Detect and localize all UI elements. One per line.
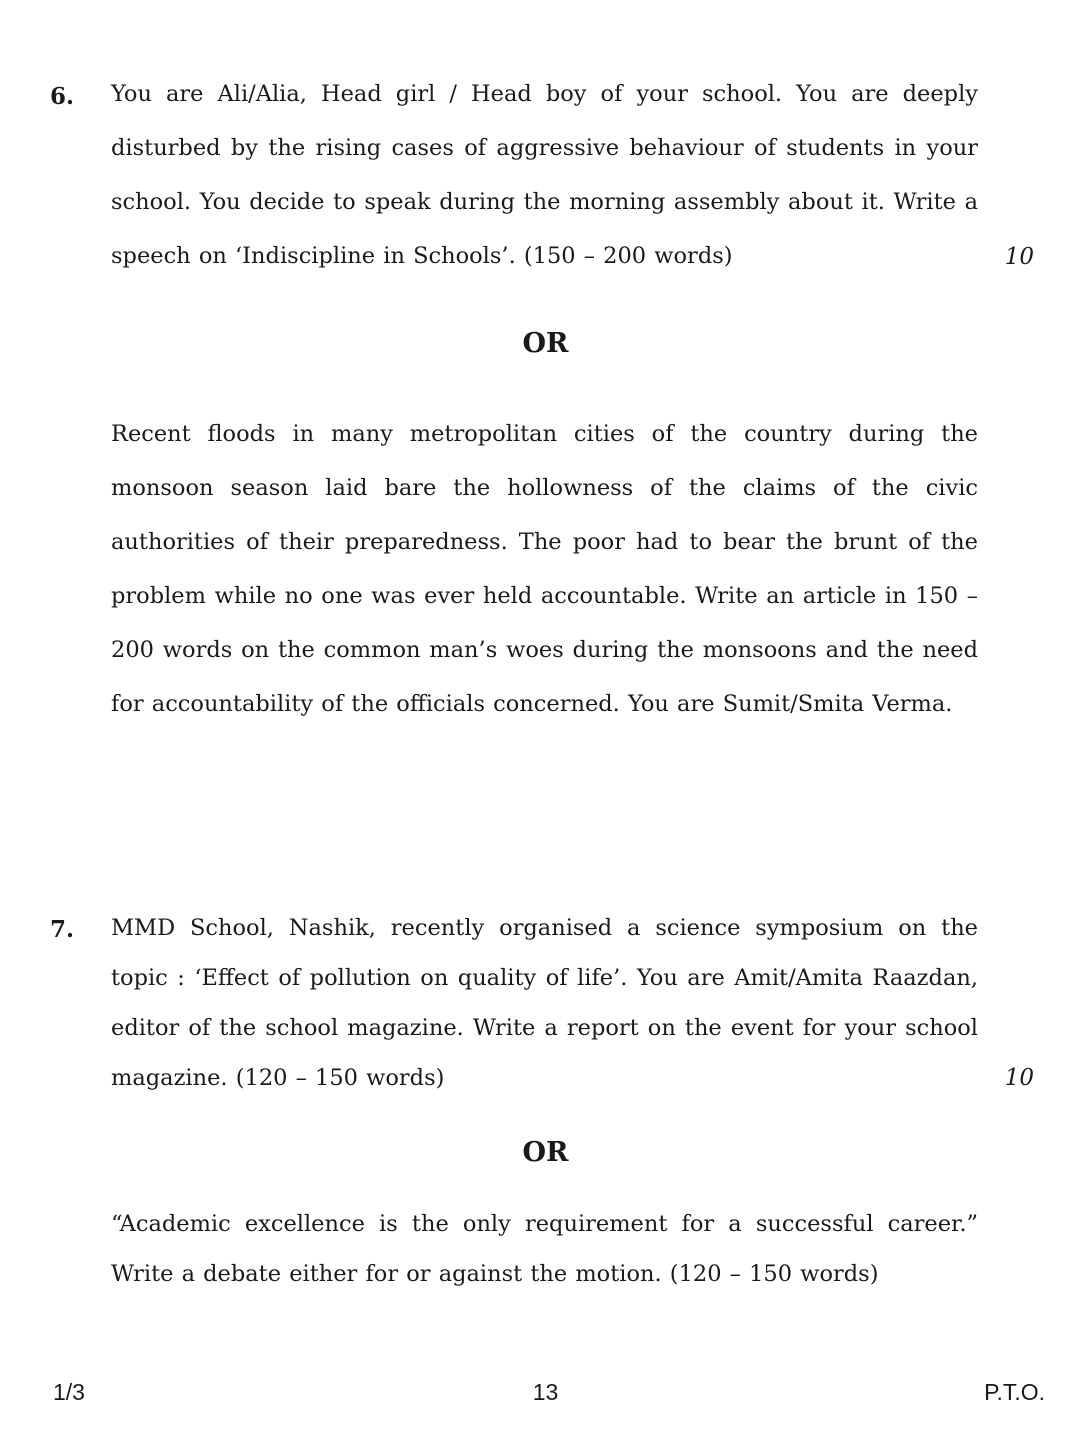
question-number: 7. (50, 916, 75, 943)
or-separator: OR (522, 1137, 569, 1168)
pto-label: P.T.O. (984, 1379, 1045, 1405)
question-marks: 10 (1004, 1065, 1034, 1091)
page-number: 13 (532, 1379, 559, 1405)
alternative-question-text: “Academic excellence is the only requirement for a successful career.” Write a debate either for or against the motion. (120 – 150 words) (111, 1211, 978, 1287)
question-number: 6. (50, 83, 75, 110)
question-text: MMD School, Nashik, recently organised a science symposium on the topic : ‘Effect of pollution on quality of life’. You are Amit/Amita Raazdan, editor of the school magazine. Write a report on the event for your school magazine. (120 – 150 words) (111, 915, 978, 1091)
question-text: You are Ali/Alia, Head girl / Head boy of your school. You are deeply disturbed by the rising cases of aggressive behaviour of students in your school. You decide to speak during the morning assembly about it. Write a speech on ‘Indiscipline in Schools’. (150 – 200 words) (111, 81, 978, 269)
or-separator: OR (522, 328, 569, 359)
paper-code: 1/3 (53, 1379, 85, 1405)
question-marks: 10 (1004, 244, 1034, 270)
alternative-question-text: Recent floods in many metropolitan cities of the country during the monsoon season laid bare the hollowness of the claims of the civic authorities of their preparedness. The poor had to bear the brunt of the problem while no one was ever held accountable. Write an article in 150 – 200 words on the common man’s woes during the monsoons and the need for accountability of the officials concerned. You are Sumit/Smita Verma. (111, 421, 978, 717)
